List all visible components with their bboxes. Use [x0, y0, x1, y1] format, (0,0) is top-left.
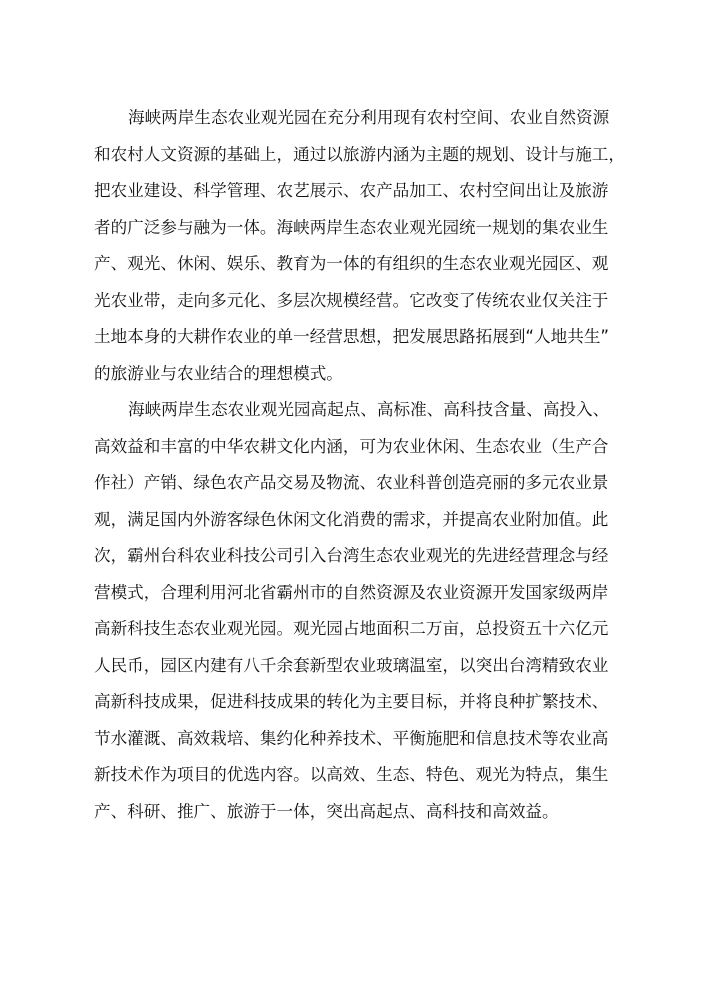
text-line: 把农业建设、科学管理、农艺展示、农产品加工、农村空间出让及旅游 — [94, 181, 609, 200]
text-line: 海峡两岸生态农业观光园在充分利用现有农村空间、农业自然资源 — [128, 108, 610, 127]
text-line: 者的广泛参与融为一体。海峡两岸生态农业观光园统一规划的集农业生 — [94, 217, 609, 237]
text-line: 新技术作为项目的优选内容。以高效、生态、特色、观光为特点，集生 — [94, 765, 609, 784]
text-line: 营模式，合理利用河北省霸州市的自然资源及农业资源开发国家级两岸 — [94, 582, 609, 602]
text-line: 土地本身的大耕作农业的单一经营思想，把发展思路拓展到“人地共生” — [94, 327, 610, 346]
text-line: 光农业带，走向多元化、多层次规模经营。它改变了传统农业仅关注于 — [94, 290, 609, 310]
text-line: 作社）产销、绿色农产品交易及物流、农业科普创造亮丽的多元农业景 — [94, 473, 609, 492]
text-line: 人民币，园区内建有八千余套新型农业玻璃温室，以突出台湾精致农业 — [94, 655, 609, 675]
text-line: 的旅游业与农业结合的理想模式。 — [94, 363, 343, 383]
text-line: 高效益和丰富的中华农耕文化内涵，可为农业休闲、生态农业（生产合 — [94, 436, 609, 456]
text-line: 产、观光、休闲、娱乐、教育为一体的有组织的生态农业观光园区、观 — [94, 254, 609, 273]
text-line: 高新科技成果，促进科技成果的转化为主要目标，并将良种扩繁技术、 — [94, 692, 609, 711]
text-line: 和农村人文资源的基础上，通过以旅游内涵为主题的规划、设计与施工， — [94, 144, 625, 164]
text-line: 高新科技生态农业观光园。观光园占地面积二万亩，总投资五十六亿元 — [94, 619, 609, 638]
text-line: 观，满足国内外游客绿色休闲文化消费的需求，并提高农业附加值。此 — [94, 509, 609, 529]
text-line: 次，霸州台科农业科技公司引入台湾生态农业观光的先进经营理念与经 — [94, 546, 609, 565]
paragraph-1 — [94, 100, 625, 392]
text-line: 海峡两岸生态农业观光园高起点、高标准、高科技含量、高投入、 — [128, 400, 610, 419]
paragraph-2 — [94, 392, 614, 830]
text-line: 产、科研、推广、旅游于一体，突出高起点、高科技和高效益。 — [94, 801, 559, 821]
body-text — [94, 100, 625, 830]
text-line: 节水灌溉、高效栽培、集约化种养技术、平衡施肥和信息技术等农业高 — [94, 728, 609, 748]
